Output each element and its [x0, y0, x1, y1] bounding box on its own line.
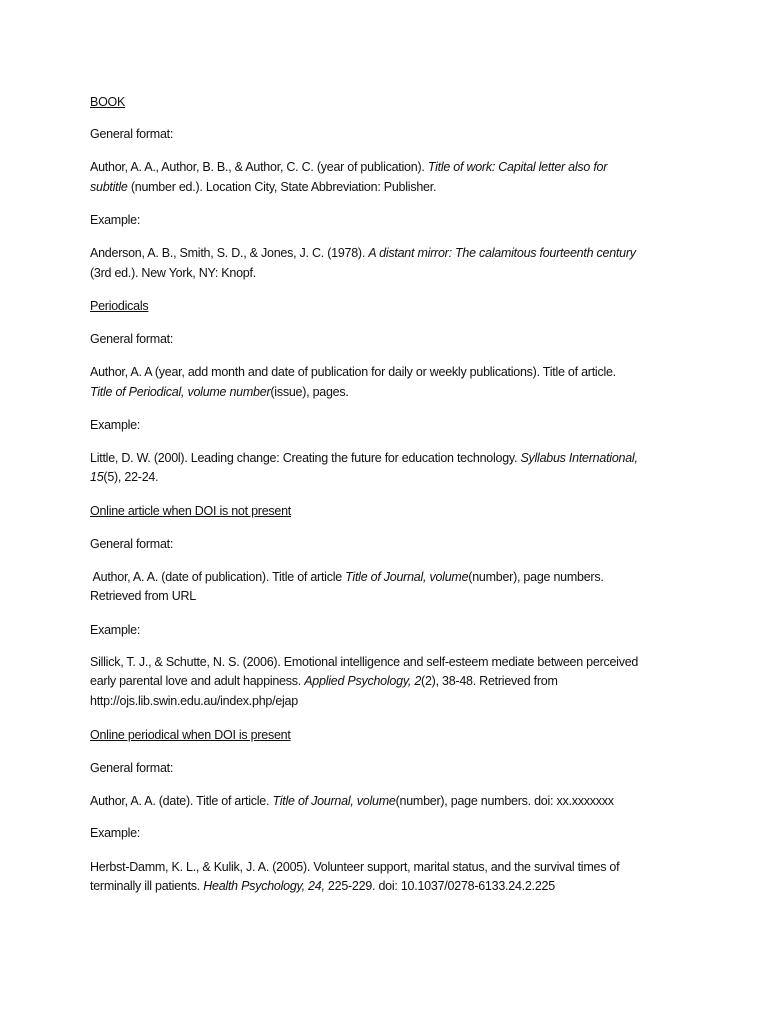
- online-doi-heading: Online periodical when DOI is present: [90, 728, 291, 742]
- book-example-line-1: Anderson, A. B., Smith, S. D., & Jones, J. C. (1978). A distant mirror: The calamitous fourteenth century: [90, 246, 636, 260]
- online-no-doi-heading: Online article when DOI is not present: [90, 504, 292, 518]
- online-no-doi-example-label: Example:: [90, 623, 141, 637]
- periodicals-format-line-1: Author, A. A (year, add month and date of publication for daily or weekly publications). Title of article.: [90, 365, 616, 379]
- online-no-doi-example-line-2: early parental love and adult happiness. Applied Psychology, 2(2), 38-48. Retrieved from: [90, 674, 558, 688]
- online-no-doi-general-format-label: General format:: [90, 537, 174, 551]
- periodicals-general-format-label: General format:: [90, 332, 174, 346]
- online-doi-format-line-1: Author, A. A. (date). Title of article. Title of Journal, volume(number), page numbers. doi: xx.xxxxxxx: [90, 794, 614, 808]
- online-doi-general-format-label: General format:: [90, 761, 174, 775]
- book-general-format-label: General format:: [90, 127, 174, 141]
- periodicals-example-label: Example:: [90, 418, 141, 432]
- online-no-doi-example-url: http://ojs.lib.swin.edu.au/index.php/ejap: [90, 694, 298, 708]
- periodicals-example-line-1: Little, D. W. (200l). Leading change: Creating the future for education technology. Syllabus International,: [90, 451, 638, 465]
- online-doi-example-line-1: Herbst-Damm, K. L., & Kulik, J. A. (2005). Volunteer support, marital status, and the survival times of: [90, 860, 620, 874]
- periodicals-heading: Periodicals: [90, 299, 149, 313]
- book-format-line-2: subtitle (number ed.). Location City, State Abbreviation: Publisher.: [90, 180, 437, 194]
- online-doi-example-label: Example:: [90, 826, 141, 840]
- book-heading: BOOK: [90, 95, 126, 109]
- online-no-doi-format-line-2: Retrieved from URL: [90, 589, 196, 603]
- periodicals-example-line-2: 15(5), 22-24.: [90, 470, 159, 484]
- periodicals-format-line-2: Title of Periodical, volume number(issue), pages.: [90, 385, 349, 399]
- online-no-doi-format-line-1: Author, A. A. (date of publication). Title of article Title of Journal, volume(number), page numbers.: [90, 570, 604, 584]
- book-example-label: Example:: [90, 213, 141, 227]
- online-no-doi-example-line-1: Sillick, T. J., & Schutte, N. S. (2006). Emotional intelligence and self-esteem mediate between perceived: [90, 655, 639, 669]
- book-example-line-2: (3rd ed.). New York, NY: Knopf.: [90, 266, 256, 280]
- book-format-line-1: Author, A. A., Author, B. B., & Author, C. C. (year of publication). Title of work: Capital letter also for: [90, 160, 608, 174]
- online-doi-example-line-2: terminally ill patients. Health Psychology, 24, 225-229. doi: 10.1037/0278-6133.24.2.225: [90, 879, 555, 893]
